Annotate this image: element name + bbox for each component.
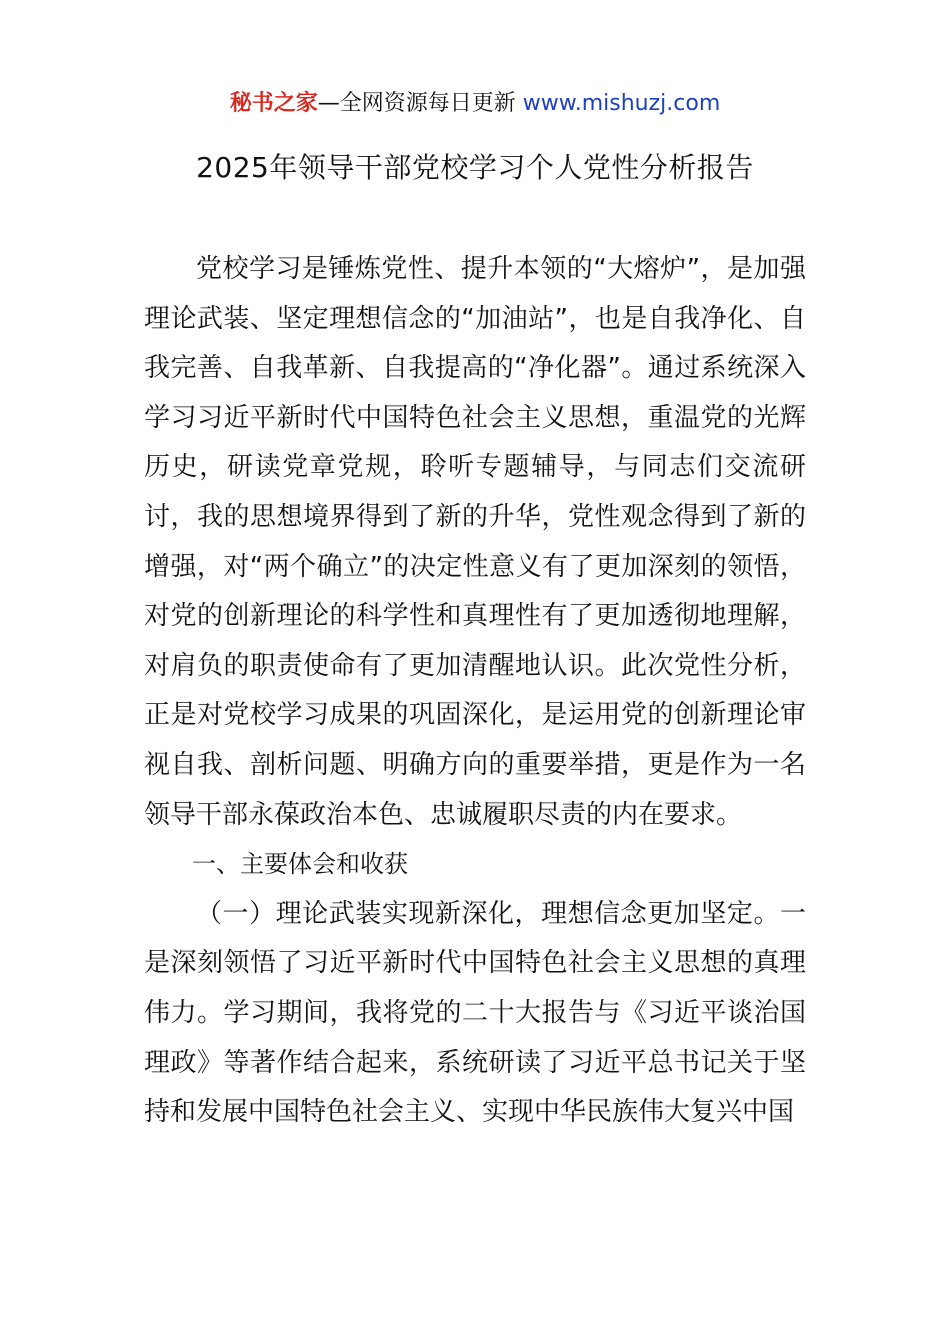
document-title: 2025年领导干部党校学习个人党性分析报告 (196, 151, 754, 184)
site-brand: 秘书之家 (229, 91, 318, 116)
intro-paragraph: 党校学习是锤炼党性、提升本领的“大熔炉”，是加强理论武装、坚定理想信念的“加油站”，也是自我净化、自我完善、自我革新、自我提高的“净化器”。通过系统深入学习习近平新时代中国特色社会主义思想，重温党的光辉历史，研读党章党规，聆听专题辅导，与同志们交流研讨，我的思想境界得到了新的升华，党性观念得到了新的增强，对“两个确立”的决定性意义有了更加深刻的领悟，对党的创新理论的科学性和真理性有了更加透彻地理解，对肩负的职责使命有了更加清醒地认识。此次党性分析，正是对党校学习成果的巩固深化，是运用党的创新理论审视自我、剖析问题、明确方向的重要举措，更是作为一名领导干部永葆政治本色、忠诚履职尽责的内在要求。 (144, 254, 806, 830)
subsection-paragraph: （一）理论武装实现新深化，理想信念更加坚定。一是深刻领悟了习近平新时代中国特色社会主义思想的真理伟力。学习期间，我将党的二十大报告与《习近平谈治国理政》等著作结合起来，系统研读了习近平总书记关于坚持和发展中国特色社会主义、实现中华民族伟大复兴中国 (144, 898, 806, 1128)
site-url[interactable]: www.mishuzj.com (522, 91, 721, 116)
site-tagline: —全网资源每日更新 (317, 91, 523, 116)
document-body (144, 245, 806, 1138)
site-header (0, 88, 950, 120)
section-heading: 一、主要体会和收获 (192, 850, 408, 879)
